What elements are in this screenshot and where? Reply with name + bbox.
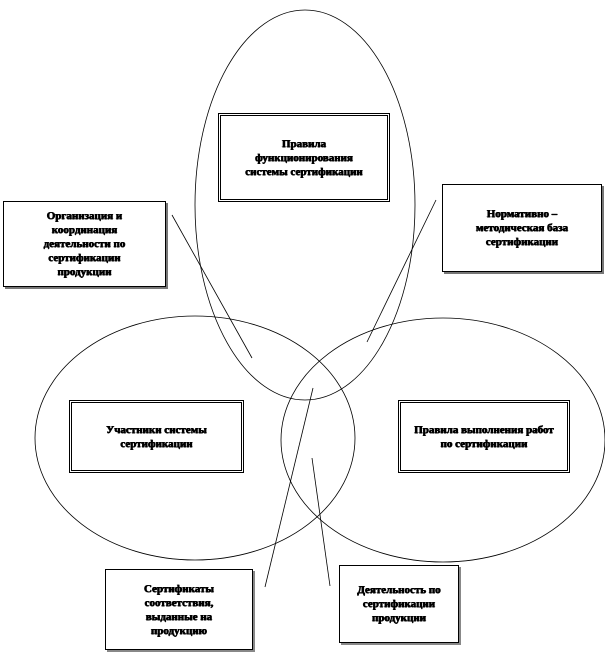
- box-rules-functioning: [218, 113, 390, 202]
- box-participants: [69, 400, 244, 473]
- box-rules-execution-text: Правила выполнения работ по сертификации: [414, 423, 554, 450]
- box-normative-base-text: Нормативно – методическая база сертификации: [475, 208, 569, 248]
- box-normative-base: [442, 184, 602, 272]
- box-activity-text: Деятельность по сертификации продукции: [357, 584, 441, 624]
- connector-activity: [312, 458, 330, 586]
- box-participants-text: Участники системы сертификации: [106, 423, 207, 450]
- connector-certificates: [265, 388, 313, 587]
- box-certificates: [105, 569, 253, 650]
- box-activity: [339, 565, 459, 643]
- box-rules-execution: [398, 400, 570, 473]
- box-organization: [3, 201, 166, 287]
- connector-organization: [172, 215, 252, 358]
- box-certificates-text: Сертификаты соответствия, выданные на продукцию: [143, 582, 214, 637]
- box-organization-text: Организация и координация деятельности по сертификации продукции: [43, 210, 126, 278]
- connector-normative: [367, 200, 436, 342]
- box-rules-functioning-text: Правила функционирования системы сертификации: [245, 137, 363, 178]
- ellipse-top: [195, 10, 415, 400]
